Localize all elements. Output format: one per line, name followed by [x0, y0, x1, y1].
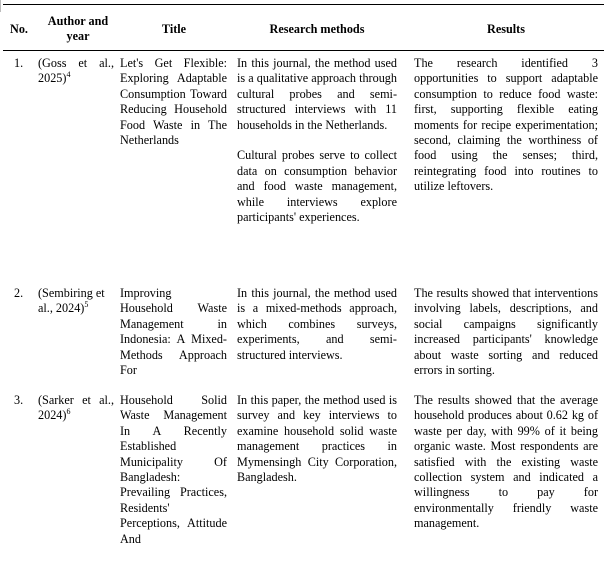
- header-research-methods: Research methods: [269, 22, 365, 36]
- research-methods: [237, 393, 397, 485]
- paper-title: Let's Get Flexible: Exploring Adaptable Consumption Toward Reducing Household Food Waste in The Netherlands: [120, 56, 227, 148]
- author-year: [38, 286, 118, 317]
- research-methods: [237, 56, 397, 225]
- research-methods: [237, 286, 397, 363]
- results: The results showed that interventions involving labels, descriptions, and social campaigns significantly increased participants' knowledge about waste sorting and reduced errors in sorting.: [414, 286, 598, 378]
- methods-paragraph: In this journal, the method used is a qualitative approach through cultural probes and semi-structured interviews with 11 households in the Netherlands.: [237, 56, 397, 132]
- reference-number: 5: [84, 300, 89, 310]
- author-citation: (Sarker et al., 2024): [38, 393, 114, 423]
- methods-paragraph: In this journal, the method used is a mixed-methods approach, which combines surveys, experiments, and semi-structured interviews.: [237, 286, 397, 362]
- paper-title: Improving Household Waste Management in Indonesia: A Mixed-Methods Approach For: [120, 286, 227, 378]
- page-edge: [0, 0, 1, 12]
- table-header-rule: [3, 50, 604, 51]
- author-citation: (Sembiring et al., 2024): [38, 286, 105, 316]
- author-citation: (Goss et al., 2025): [38, 56, 114, 86]
- row-number: 3.: [14, 393, 24, 407]
- methods-paragraph: Cultural probes serve to collect data on consumption behavior and food waste management, while interviews explore participants' experiences.: [237, 148, 397, 225]
- header-results: Results: [487, 22, 525, 36]
- author-year: [38, 393, 114, 424]
- table-top-rule: [3, 4, 604, 5]
- row-number: 1.: [14, 56, 24, 70]
- author-year: [38, 56, 114, 87]
- header-title: Title: [161, 22, 187, 36]
- header-author-year: Author and year: [47, 14, 109, 43]
- reference-number: 6: [66, 407, 71, 417]
- row-number: 2.: [14, 286, 24, 300]
- reference-number: 4: [66, 70, 71, 80]
- header-no: No.: [10, 22, 28, 36]
- methods-paragraph: In this paper, the method used is survey and key interviews to examine household solid waste management practices in Mymensingh City Corporation, Bangladesh.: [237, 393, 397, 485]
- paper-title: Household Solid Waste Management In A Recently Established Municipality Of Bangladesh: Prevailing Practices, Residents' Perceptions, Attitude And: [120, 393, 227, 546]
- results: The results showed that the average household produces about 0.62 kg of waste per day, with 99% of it being organic waste. Most respondents are satisfied with the existing waste collection system and indicated a willingness to pay for environmentally friendly waste management.: [414, 393, 598, 531]
- results: The research identified 3 opportunities to support adaptable consumption to reduce food waste: first, supporting flexible eating moments for recipe experimentation; second, claiming the worthiness of food using the senses; third, reintegrating food into routines to utilize leftovers.: [414, 56, 598, 194]
